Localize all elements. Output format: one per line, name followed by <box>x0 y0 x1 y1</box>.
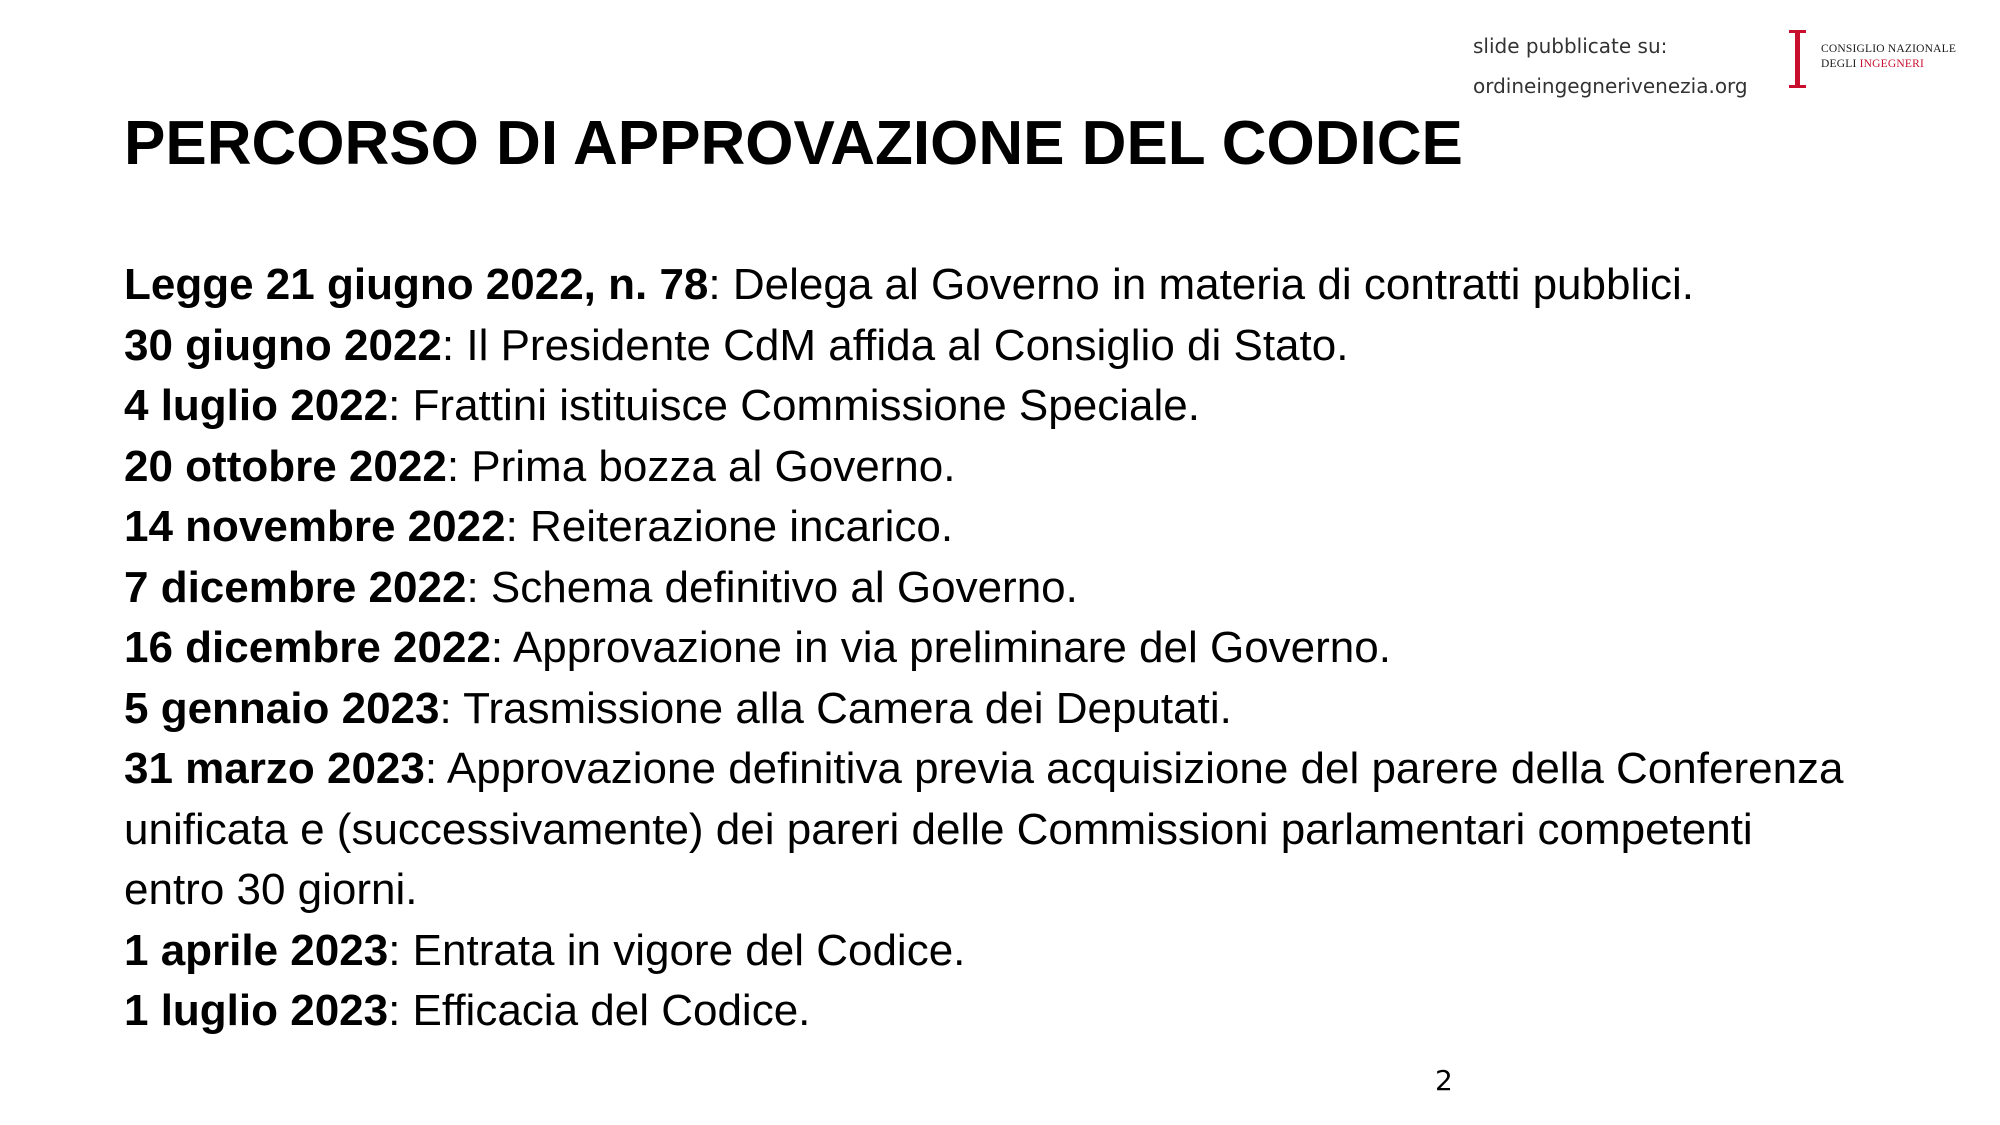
entry-date: 14 novembre 2022 <box>124 502 506 551</box>
timeline-list <box>124 255 1844 1042</box>
timeline-entry <box>124 437 1844 498</box>
cni-logo <box>1787 30 1987 88</box>
timeline-entry <box>124 739 1844 921</box>
timeline-entry <box>124 558 1844 619</box>
entry-date: 7 dicembre 2022 <box>124 562 467 612</box>
timeline-entry <box>124 981 1844 1042</box>
entry-text: : Delega al Governo in materia di contratti pubblici. <box>708 260 1695 309</box>
entry-date: 1 aprile 2023 <box>124 925 389 975</box>
entry-text: : Prima bozza al Governo. <box>446 441 956 491</box>
entry-date: 30 giugno 2022 <box>124 320 442 370</box>
entry-text: : Efficacia del Codice. <box>388 986 811 1035</box>
logo-line-2-accent: INGEGNERI <box>1859 58 1924 70</box>
logo-text <box>1821 42 1956 72</box>
source-note-url: ordineingegnerivenezia.org <box>1473 74 1748 98</box>
entry-text: : Frattini istituisce Commissione Speciale. <box>388 381 1200 430</box>
source-note-line-1: slide pubblicate su: <box>1473 34 1668 58</box>
slide-title: PERCORSO DI APPROVAZIONE DEL CODICE <box>124 109 1463 178</box>
timeline-entry <box>124 921 1844 982</box>
entry-text: : Approvazione in via preliminare del Governo. <box>490 623 1391 672</box>
timeline-entry <box>124 497 1844 558</box>
timeline-entry <box>124 316 1844 377</box>
timeline-entry <box>124 376 1844 437</box>
entry-text: : Reiterazione incarico. <box>505 502 954 551</box>
entry-text: : Schema definitivo al Governo. <box>466 562 1078 612</box>
timeline-entry <box>124 618 1844 679</box>
entry-text: : Approvazione definitiva previa acquisizione del parere della Conferenza unificata e (successivamente) dei pareri delle Commissioni parlamentari competenti entro 30 giorni. <box>124 744 1844 914</box>
entry-text: : Il Presidente CdM affida al Consiglio di Stato. <box>441 320 1349 370</box>
source-note <box>1473 26 1748 106</box>
entry-date: 20 ottobre 2022 <box>124 441 447 491</box>
page-number: 2 <box>1435 1064 1453 1097</box>
entry-date: 1 luglio 2023 <box>124 986 389 1035</box>
entry-date: 5 gennaio 2023 <box>124 683 440 733</box>
entry-date: 31 marzo 2023 <box>124 744 425 793</box>
timeline-entry <box>124 679 1844 740</box>
timeline-entry <box>124 255 1844 316</box>
logo-i-mark-icon <box>1787 30 1809 88</box>
logo-line-1: CONSIGLIO NAZIONALE <box>1821 43 1957 55</box>
entry-date: Legge 21 giugno 2022, n. 78 <box>124 260 709 309</box>
entry-date: 4 luglio 2022 <box>124 381 389 430</box>
logo-line-2-prefix: DEGLI <box>1821 58 1860 70</box>
entry-text: : Entrata in vigore del Codice. <box>388 925 966 975</box>
entry-text: : Trasmissione alla Camera dei Deputati. <box>439 683 1232 733</box>
logo-line-2 <box>1821 57 1956 72</box>
entry-date: 16 dicembre 2022 <box>124 623 491 672</box>
